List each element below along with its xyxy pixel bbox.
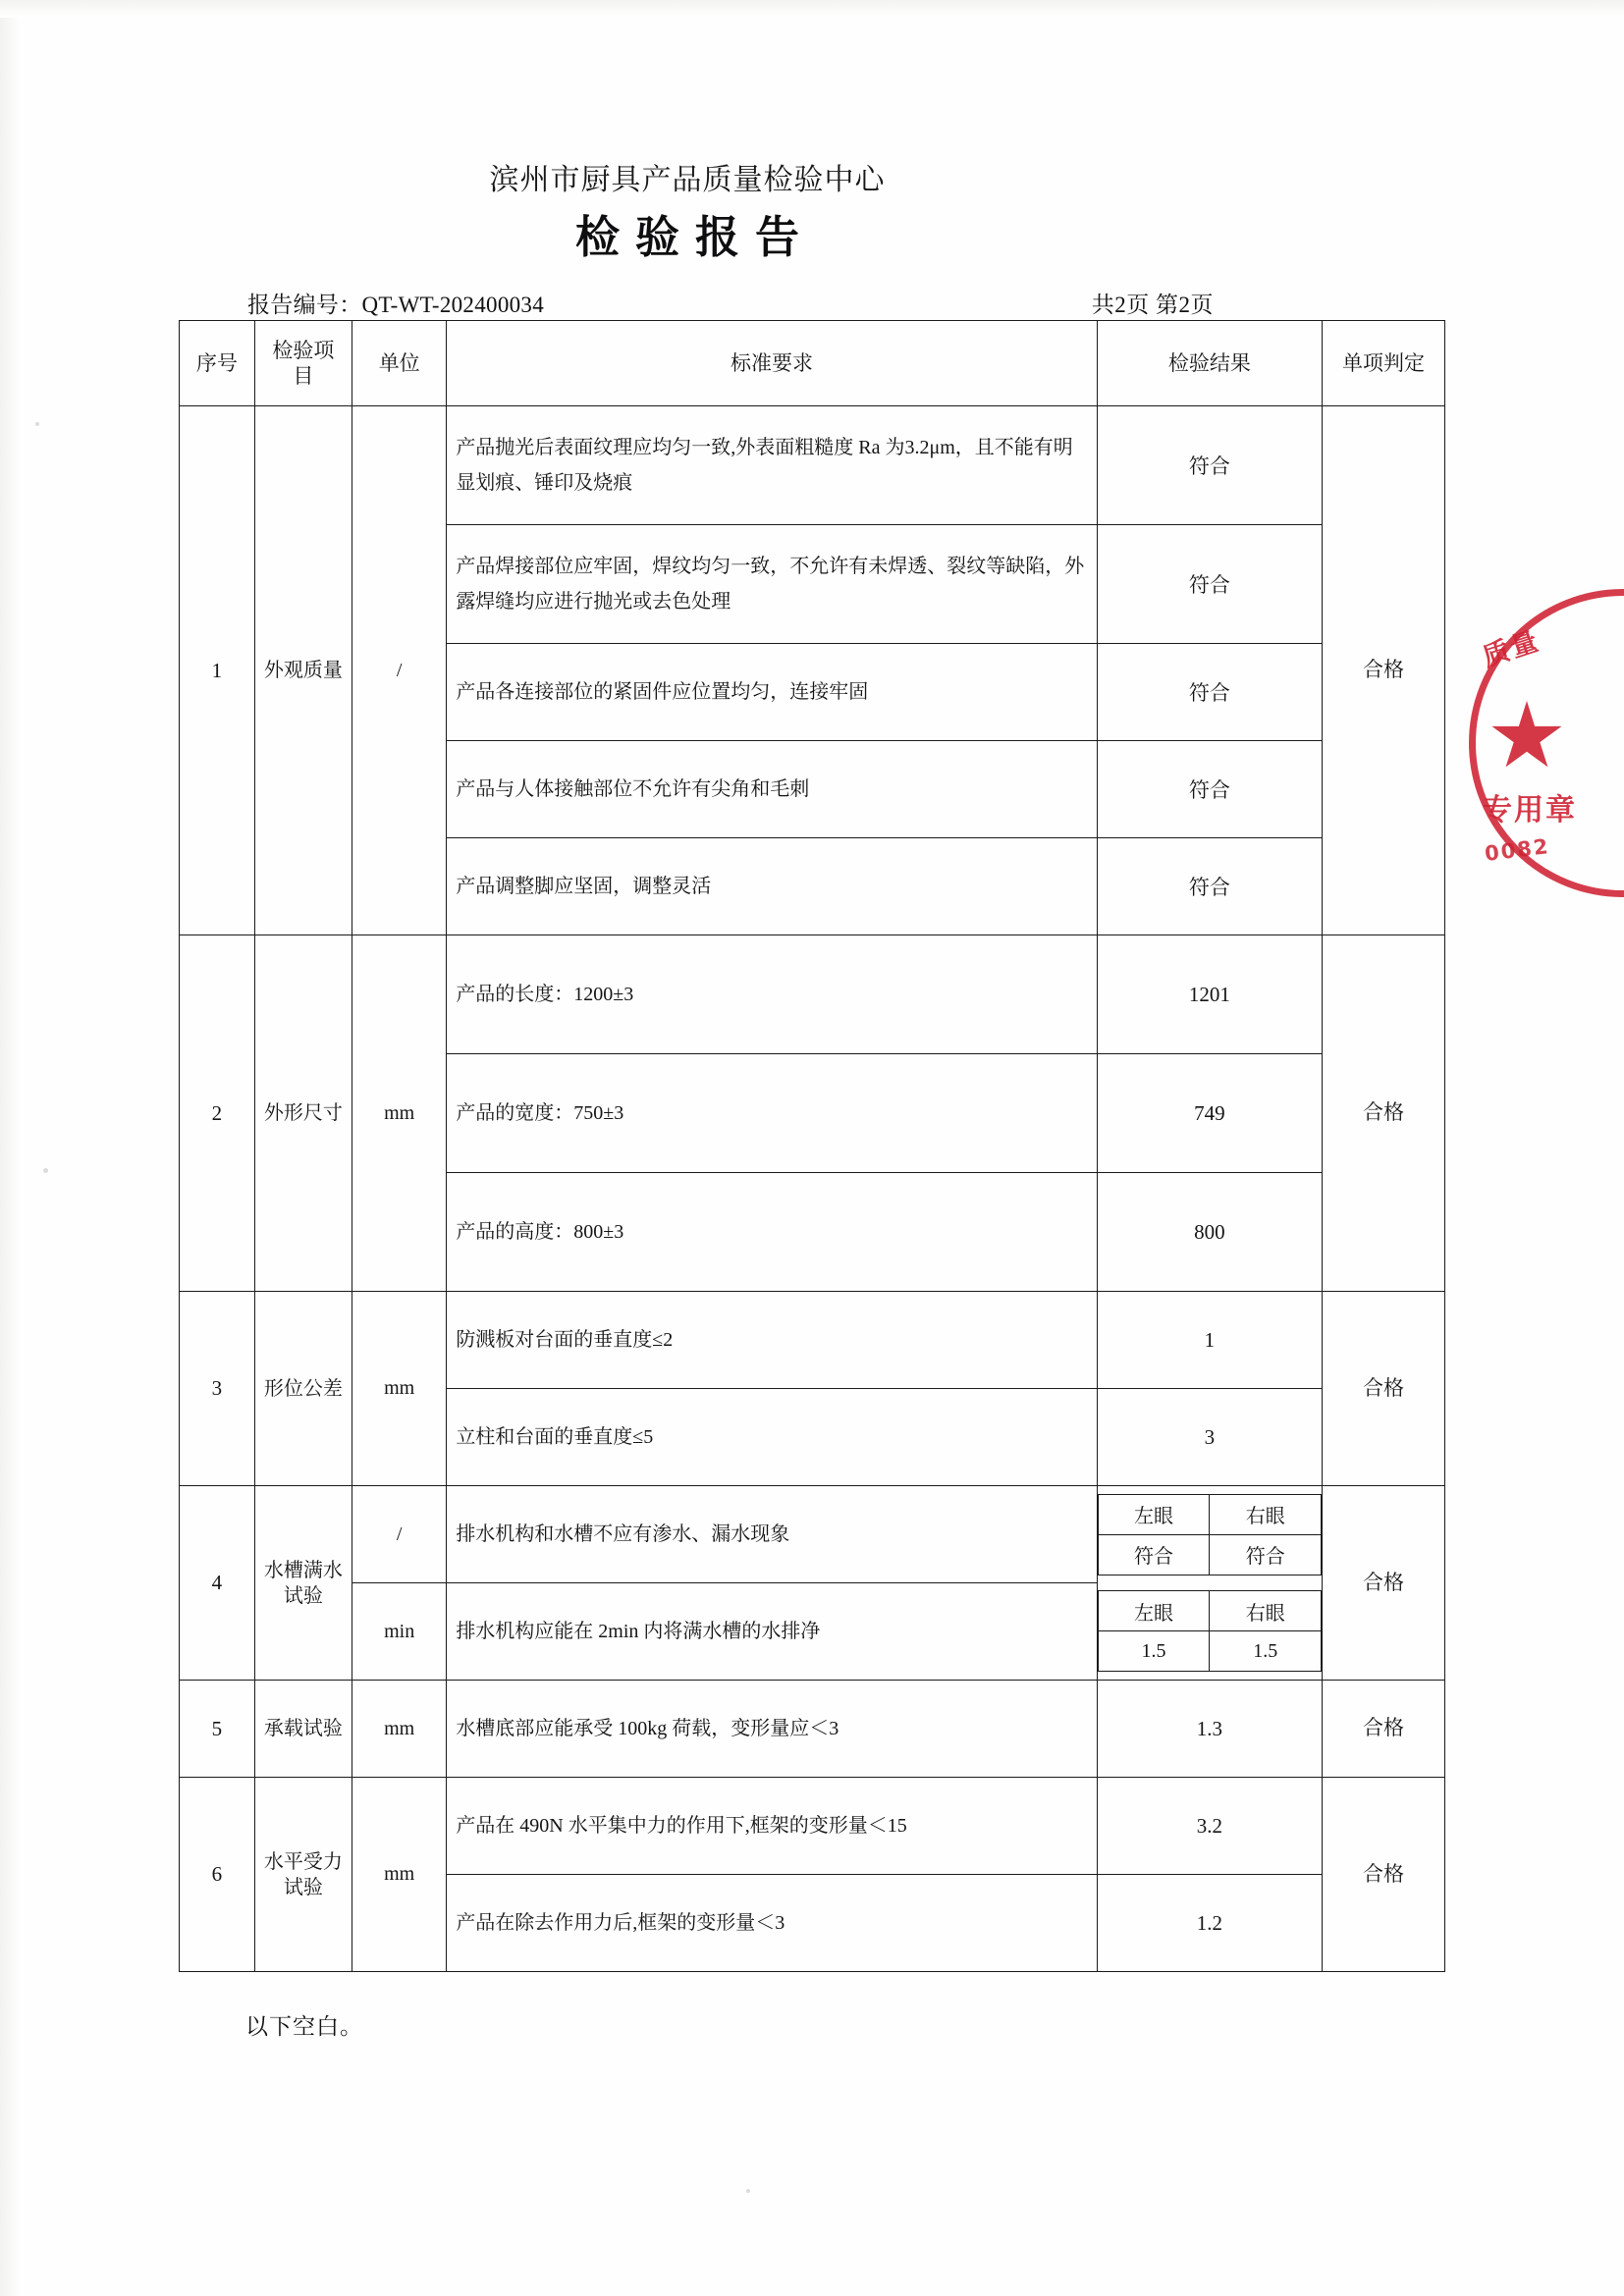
column-header-unit: 单位 bbox=[352, 321, 447, 406]
requirement-cell: 水槽底部应能承受 100kg 荷载，变形量应＜3 bbox=[447, 1681, 1097, 1778]
eye-result-subtable bbox=[1098, 1494, 1322, 1575]
result-cell: 1201 bbox=[1097, 935, 1322, 1054]
inspection-item-cell: 水平受力试验 bbox=[254, 1778, 352, 1972]
row-index-cell: 3 bbox=[180, 1292, 255, 1486]
result-cell: 符合 bbox=[1097, 644, 1322, 741]
eye-value-left: 1.5 bbox=[1098, 1631, 1210, 1672]
verdict-cell: 合格 bbox=[1323, 406, 1445, 935]
requirement-cell: 立柱和台面的垂直度≤5 bbox=[447, 1389, 1097, 1486]
inspection-item-cell: 外形尺寸 bbox=[254, 935, 352, 1292]
seal-arc-text: 质量 bbox=[1479, 625, 1544, 673]
eye-header-left: 左眼 bbox=[1098, 1591, 1210, 1631]
table-row bbox=[180, 1486, 1445, 1583]
unit-cell: / bbox=[352, 1486, 447, 1583]
requirement-cell: 产品各连接部位的紧固件应位置均匀，连接牢固 bbox=[447, 644, 1097, 741]
requirement-cell: 排水机构和水槽不应有渗水、漏水现象 bbox=[447, 1486, 1097, 1583]
eye-result-subtable bbox=[1098, 1590, 1322, 1672]
inspection-item-cell: 形位公差 bbox=[254, 1292, 352, 1486]
seal-code: 0082 bbox=[1483, 834, 1551, 866]
eye-header-row bbox=[1098, 1494, 1321, 1534]
seal-star-icon bbox=[1490, 701, 1563, 774]
unit-cell: mm bbox=[352, 935, 447, 1292]
result-cell bbox=[1097, 1583, 1322, 1681]
requirement-cell: 产品的长度：1200±3 bbox=[447, 935, 1097, 1054]
row-index-cell: 5 bbox=[180, 1681, 255, 1778]
table-row bbox=[180, 1778, 1445, 1875]
seal-bottom-text: 专用章 bbox=[1483, 793, 1577, 828]
inspection-results-table bbox=[179, 320, 1445, 1972]
inspection-item-cell: 承载试验 bbox=[254, 1681, 352, 1778]
unit-cell: / bbox=[352, 406, 447, 935]
requirement-cell: 防溅板对台面的垂直度≤2 bbox=[447, 1292, 1097, 1389]
column-header-no: 序号 bbox=[180, 321, 255, 406]
eye-header-row bbox=[1098, 1591, 1321, 1631]
requirement-cell: 产品焊接部位应牢固，焊纹均匀一致，不允许有未焊透、裂纹等缺陷，外露焊缝均应进行抛光或去色处理 bbox=[447, 525, 1097, 644]
inspection-item-cell: 水槽满水试验 bbox=[254, 1486, 352, 1681]
requirement-cell: 产品与人体接触部位不允许有尖角和毛刺 bbox=[447, 741, 1097, 838]
unit-cell: mm bbox=[352, 1292, 447, 1486]
requirement-cell: 排水机构应能在 2min 内将满水槽的水排净 bbox=[447, 1583, 1097, 1681]
unit-cell: min bbox=[352, 1583, 447, 1681]
table-header-row bbox=[180, 321, 1445, 406]
scan-edge-top bbox=[0, 0, 1624, 18]
inspection-item-cell: 外观质量 bbox=[254, 406, 352, 935]
requirement-cell: 产品在除去作用力后,框架的变形量＜3 bbox=[447, 1875, 1097, 1972]
result-cell: 1.3 bbox=[1097, 1681, 1322, 1778]
requirement-cell: 产品抛光后表面纹理应均匀一致,外表面粗糙度 Ra 为3.2μm，且不能有明显划痕、锤印及烧痕 bbox=[447, 406, 1097, 525]
verdict-cell: 合格 bbox=[1323, 1778, 1445, 1972]
seal-inner bbox=[1457, 581, 1624, 905]
result-cell: 符合 bbox=[1097, 406, 1322, 525]
unit-cell: mm bbox=[352, 1681, 447, 1778]
requirement-cell: 产品的高度：800±3 bbox=[447, 1173, 1097, 1292]
seal-ring bbox=[1469, 589, 1624, 897]
table-row bbox=[180, 935, 1445, 1054]
scan-speck bbox=[43, 1168, 48, 1173]
eye-value-row bbox=[1098, 1534, 1321, 1575]
eye-value-row bbox=[1098, 1631, 1321, 1672]
result-cell: 符合 bbox=[1097, 525, 1322, 644]
row-index-cell: 4 bbox=[180, 1486, 255, 1681]
report-meta-row bbox=[247, 287, 1406, 319]
table-row bbox=[180, 1583, 1445, 1681]
eye-value-left: 符合 bbox=[1098, 1534, 1210, 1575]
report-number: 报告编号：QT-WT-202400034 bbox=[247, 293, 545, 317]
verdict-cell: 合格 bbox=[1323, 935, 1445, 1292]
page-indicator: 共2页 第2页 bbox=[1091, 293, 1214, 317]
table-row bbox=[180, 1292, 1445, 1389]
table-row bbox=[180, 1681, 1445, 1778]
requirement-cell: 产品的宽度：750±3 bbox=[447, 1054, 1097, 1173]
result-cell: 3 bbox=[1097, 1389, 1322, 1486]
scan-speck bbox=[746, 2189, 750, 2193]
eye-value-right: 1.5 bbox=[1210, 1631, 1322, 1672]
result-cell: 1 bbox=[1097, 1292, 1322, 1389]
verdict-cell: 合格 bbox=[1323, 1681, 1445, 1778]
column-header-verdict: 单项判定 bbox=[1323, 321, 1445, 406]
result-cell: 符合 bbox=[1097, 741, 1322, 838]
result-cell bbox=[1097, 1486, 1322, 1583]
column-header-item: 检验项目 bbox=[254, 321, 352, 406]
row-index-cell: 1 bbox=[180, 406, 255, 935]
result-cell: 符合 bbox=[1097, 838, 1322, 935]
verdict-cell: 合格 bbox=[1323, 1292, 1445, 1486]
organization-title: 滨州市厨具产品质量检验中心 bbox=[489, 163, 886, 197]
eye-value-right: 符合 bbox=[1210, 1534, 1322, 1575]
table-row bbox=[180, 406, 1445, 525]
scan-speck bbox=[35, 422, 39, 426]
official-seal-stamp bbox=[1457, 581, 1624, 905]
column-header-result: 检验结果 bbox=[1097, 321, 1322, 406]
scan-edge-left bbox=[0, 0, 22, 2296]
result-cell: 800 bbox=[1097, 1173, 1322, 1292]
row-index-cell: 2 bbox=[180, 935, 255, 1292]
row-index-cell: 6 bbox=[180, 1778, 255, 1972]
eye-header-right: 右眼 bbox=[1210, 1591, 1322, 1631]
column-header-requirement: 标准要求 bbox=[447, 321, 1097, 406]
result-cell: 1.2 bbox=[1097, 1875, 1322, 1972]
requirement-cell: 产品调整脚应坚固，调整灵活 bbox=[447, 838, 1097, 935]
footer-note: 以下空白。 bbox=[245, 2014, 363, 2039]
table-body bbox=[180, 406, 1445, 1972]
document-title: 检验报告 bbox=[574, 211, 815, 263]
verdict-cell: 合格 bbox=[1323, 1486, 1445, 1681]
eye-header-right: 右眼 bbox=[1210, 1494, 1322, 1534]
result-cell: 3.2 bbox=[1097, 1778, 1322, 1875]
result-cell: 749 bbox=[1097, 1054, 1322, 1173]
requirement-cell: 产品在 490N 水平集中力的作用下,框架的变形量＜15 bbox=[447, 1778, 1097, 1875]
unit-cell: mm bbox=[352, 1778, 447, 1972]
eye-header-left: 左眼 bbox=[1098, 1494, 1210, 1534]
